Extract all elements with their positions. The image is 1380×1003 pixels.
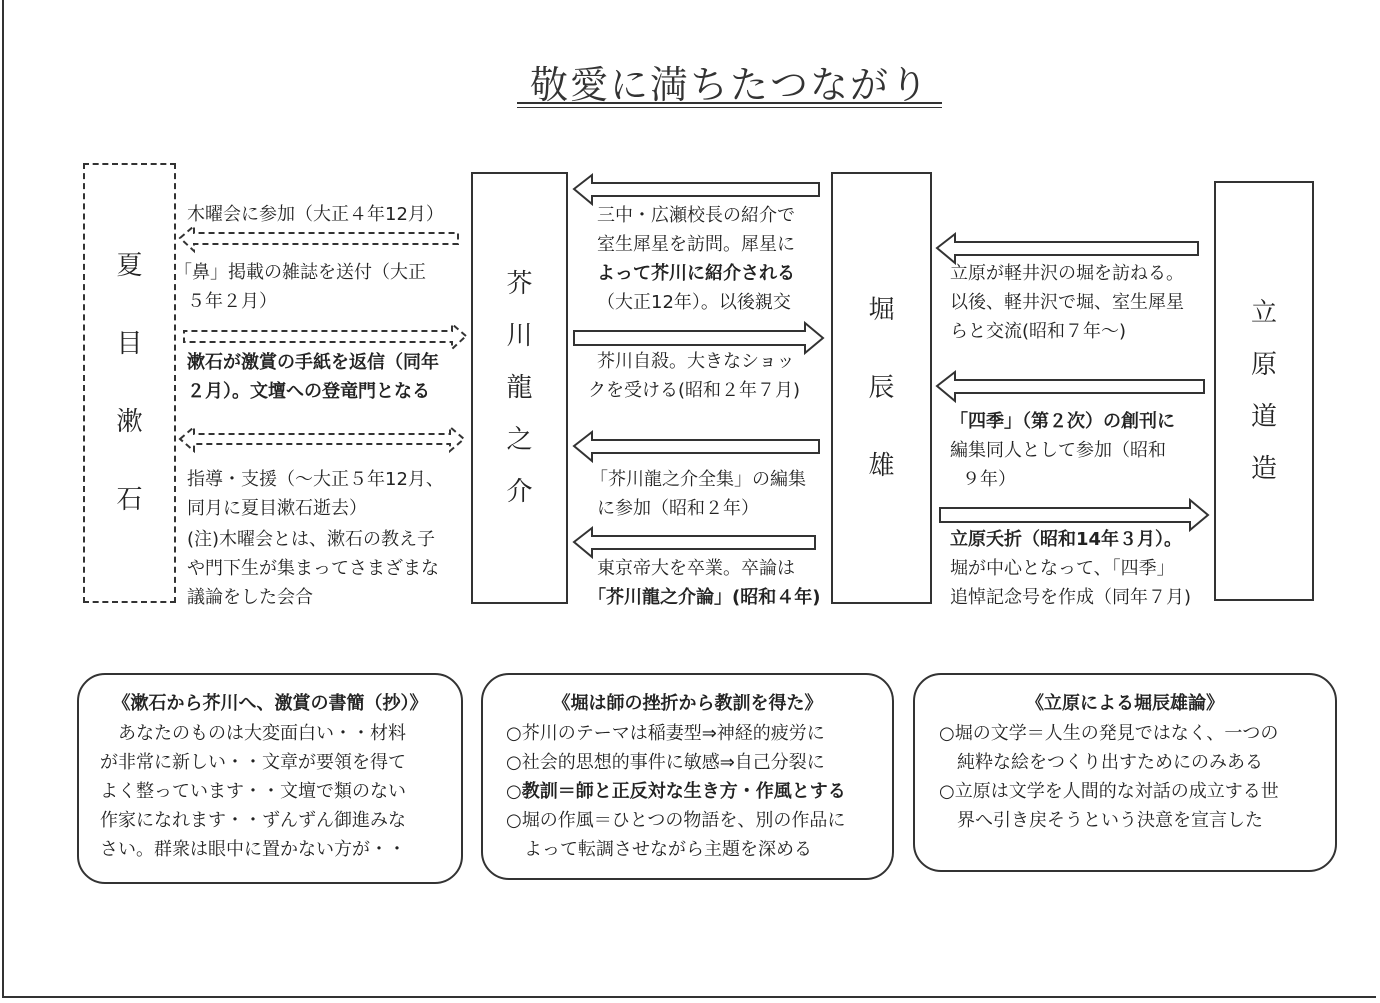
box-letter-line: 作家になれます・・ずんずん御進みな: [100, 810, 406, 831]
text-graduation-1: 東京帝大を卒業。卒論は: [597, 558, 795, 579]
text-note-3: 議論をした会合: [187, 587, 313, 608]
box-letter-line: が非常に新しい・・文章が要領を得て: [100, 752, 406, 773]
arrow-left-6: [574, 432, 819, 461]
arrow-double-dashed-3: [180, 427, 464, 451]
text-letter-2: ２月）。文壇への登竜門となる: [187, 381, 430, 402]
box-tachihara-line: 界へ引き戻そうという決意を宣言した: [939, 810, 1263, 831]
box-letter-line: あなたのものは大変面白い・・材料: [100, 723, 406, 744]
text-suicide-2: クを受ける(昭和２年７月): [588, 380, 801, 401]
box-hori-line: ○社会的思想的事件に敏感⇒自己分裂に: [506, 752, 825, 773]
box-hori-line: ○芥川のテーマは稲妻型⇒神経的疲労に: [506, 723, 825, 744]
person-name-char: 原: [1250, 350, 1277, 380]
text-murou-3: よって芥川に紹介される: [597, 263, 795, 284]
text-complete-works-2: に参加（昭和２年）: [597, 498, 759, 519]
text-karuizawa-3: らと交流(昭和７年～): [950, 321, 1127, 342]
box-letter-line: さい。群衆は眼中に置かない方が・・: [100, 839, 406, 860]
person-name-char: 立: [1250, 298, 1277, 328]
box-hori-line: ○堀の作風＝ひとつの物語を、別の作品に: [506, 810, 846, 831]
person-name-char: 漱: [116, 407, 143, 437]
arrow-left-dashed-1: [180, 226, 458, 251]
text-death-2: 堀が中心となって、「四季」: [950, 558, 1175, 579]
person-name-char: 造: [1250, 454, 1277, 484]
arrow-right-dashed-2: [184, 324, 466, 349]
text-murou-1: 三中・広瀬校長の紹介で: [597, 205, 795, 226]
person-name-char: 道: [1250, 402, 1277, 432]
box-tachihara-theory: [913, 673, 1337, 872]
text-hana-1: 「鼻」掲載の雑誌を送付（大正: [174, 262, 426, 283]
box-tachihara-line: ○堀の文学＝人生の発見ではなく、一つの: [939, 723, 1279, 744]
box-letter-excerpt: [77, 673, 463, 884]
person-name-char: 介: [506, 477, 533, 507]
text-murou-2: 室生犀星を訪問。犀星に: [597, 234, 795, 255]
person-name-char: 堀: [868, 295, 895, 325]
arrow-left-9: [937, 372, 1204, 401]
box-letter-excerpt-title: 《漱石から芥川へ、激賞の書簡（抄）》: [112, 693, 428, 714]
box-hori-line: よって転調させながら主題を深める: [506, 839, 812, 860]
person-name-char: 石: [116, 485, 143, 515]
text-karuizawa-2: 以後、軽井沢で堀、室生犀星: [950, 292, 1184, 313]
text-death-1: 立原夭折（昭和14年３月）。: [950, 529, 1183, 550]
person-name-char: 川: [506, 321, 533, 351]
box-letter-line: よく整っています・・文壇で類のない: [100, 781, 406, 802]
box-tachihara-line: ○立原は文学を人間的な対話の成立する世: [939, 781, 1279, 802]
page-title: 敬愛に満ちたつながり: [529, 63, 930, 107]
box-hori-line: ○教訓＝師と正反対な生き方・作風とする: [506, 781, 846, 802]
text-hana-2: ５年２月）: [187, 291, 277, 312]
text-mokuyokai: 木曜会に参加（大正４年12月）: [187, 204, 444, 225]
arrow-left-7: [574, 528, 815, 557]
text-death-3: 追悼記念号を作成（同年７月): [950, 587, 1192, 608]
person-name-char: 之: [506, 425, 533, 455]
text-guidance-1: 指導・支援（～大正５年12月、: [187, 469, 444, 490]
person-name-char: 夏: [116, 251, 143, 281]
text-suicide-1: 芥川自殺。大きなショッ: [597, 351, 795, 372]
text-letter-1: 漱石が激賞の手紙を返信（同年: [187, 352, 439, 373]
text-karuizawa-1: 立原が軽井沢の堀を訪ねる。: [950, 263, 1184, 284]
person-name-char: 芥: [506, 269, 533, 299]
text-note-1: (注)木曜会とは、漱石の教え子: [187, 529, 436, 550]
box-hori-lesson: [481, 673, 894, 880]
person-name-char: 龍: [506, 373, 533, 403]
arrow-left-4: [574, 175, 819, 204]
person-name-char: 目: [116, 329, 143, 359]
text-shiki-1: 「四季」（第２次）の創刊に: [950, 411, 1175, 432]
text-guidance-2: 同月に夏目漱石逝去）: [187, 498, 367, 519]
person-name-char: 辰: [868, 373, 895, 403]
text-graduation-2: 「芥川龍之介論」(昭和４年): [588, 587, 821, 608]
box-tachihara-title: 《立原による堀辰雄論》: [1026, 693, 1224, 714]
text-complete-works-1: 「芥川龍之介全集」の編集: [590, 469, 806, 490]
text-shiki-3: ９年）: [962, 469, 1016, 490]
person-name-char: 雄: [868, 451, 895, 481]
text-murou-4: （大正12年）。以後親交: [597, 292, 791, 313]
text-note-2: や門下生が集まってさまざまな: [187, 558, 439, 579]
box-hori-lesson-title: 《堀は師の挫折から教訓を得た》: [552, 693, 823, 714]
text-shiki-2: 編集同人として参加（昭和: [950, 440, 1166, 461]
box-tachihara-line: 純粋な絵をつくり出すためにのみある: [939, 752, 1263, 773]
